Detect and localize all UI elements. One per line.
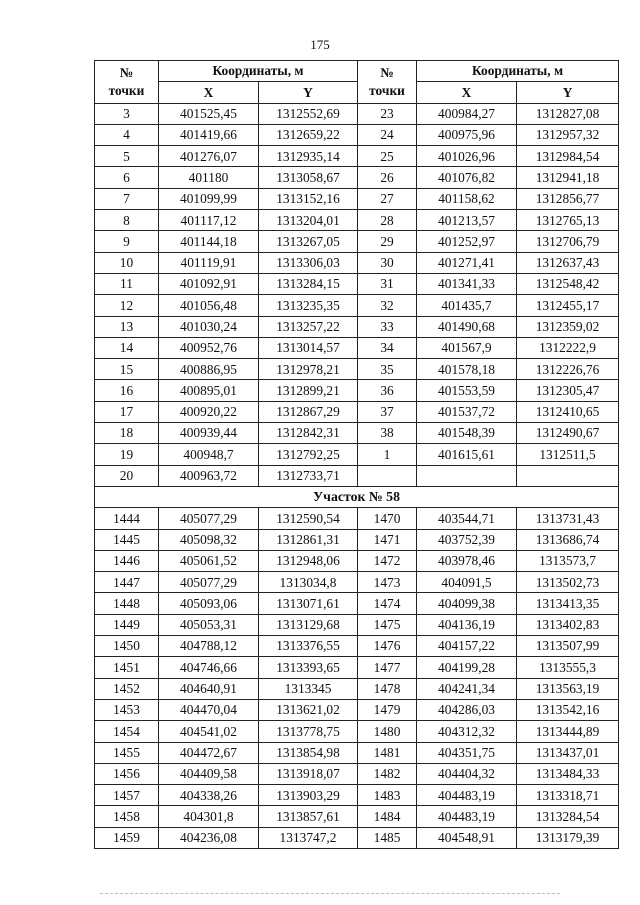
point-number-left-cell: 5 (95, 146, 159, 167)
table-row (95, 785, 619, 806)
y-right-cell: 1313542,16 (517, 699, 619, 720)
y-left-cell: 1313129,68 (259, 614, 358, 635)
x-right-cell: 404157,22 (417, 636, 517, 657)
x-right-cell: 401553,59 (417, 380, 517, 401)
y-left-cell: 1313376,55 (259, 636, 358, 657)
x-right-cell: 404099,38 (417, 593, 517, 614)
y-left-cell: 1312861,31 (259, 529, 358, 550)
x-left-cell: 400948,7 (159, 444, 259, 465)
coordinates-header-right: Координаты, м (417, 61, 619, 82)
table-row (95, 188, 619, 209)
y-right-cell: 1313179,39 (517, 827, 619, 848)
point-number-right-cell: 38 (358, 423, 417, 444)
x-right-cell: 401548,39 (417, 423, 517, 444)
page-bottom-rule (100, 893, 560, 894)
point-number-left-cell: 4 (95, 124, 159, 145)
x-left-cell: 401180 (159, 167, 259, 188)
table-row (95, 359, 619, 380)
point-number-left-cell: 9 (95, 231, 159, 252)
point-number-right-cell: 36 (358, 380, 417, 401)
x-left-cell: 404472,67 (159, 742, 259, 763)
y-right-cell: 1313507,99 (517, 636, 619, 657)
y-right-cell: 1313563,19 (517, 678, 619, 699)
x-left-cell: 401099,99 (159, 188, 259, 209)
point-number-right-cell: 34 (358, 337, 417, 358)
x-right-cell: 401490,68 (417, 316, 517, 337)
y-left-cell: 1312552,69 (259, 103, 358, 124)
table-row (95, 337, 619, 358)
x-left-cell: 404470,04 (159, 699, 259, 720)
point-number-left-cell: 1444 (95, 508, 159, 529)
point-number-right-cell: 29 (358, 231, 417, 252)
table-row (95, 614, 619, 635)
table-body-part2 (95, 508, 619, 849)
y-left-cell: 1313152,16 (259, 188, 358, 209)
point-number-right-cell: 1475 (358, 614, 417, 635)
y-left-cell: 1313306,03 (259, 252, 358, 273)
table-row (95, 721, 619, 742)
point-number-left-cell: 6 (95, 167, 159, 188)
y-right-cell: 1313484,33 (517, 763, 619, 784)
y-right-cell: 1313444,89 (517, 721, 619, 742)
y-left-cell: 1313204,01 (259, 210, 358, 231)
point-number-right-cell: 32 (358, 295, 417, 316)
y-left-cell: 1312899,21 (259, 380, 358, 401)
y-left-cell: 1312842,31 (259, 423, 358, 444)
y-right-cell: 1313413,35 (517, 593, 619, 614)
table-row (95, 316, 619, 337)
point-number-right-cell: 1477 (358, 657, 417, 678)
x-right-cell: 401567,9 (417, 337, 517, 358)
table-row (95, 103, 619, 124)
point-number-left-cell: 3 (95, 103, 159, 124)
table-row (95, 529, 619, 550)
table-row (95, 295, 619, 316)
y-right-cell: 1312511,5 (517, 444, 619, 465)
y-left-cell: 1312948,06 (259, 550, 358, 571)
x-right-cell: 401615,61 (417, 444, 517, 465)
y-right-cell: 1312941,18 (517, 167, 619, 188)
point-number-left-cell: 1457 (95, 785, 159, 806)
table-row (95, 636, 619, 657)
point-number-left-cell: 13 (95, 316, 159, 337)
y-left-cell: 1312867,29 (259, 401, 358, 422)
x-right-cell: 404312,32 (417, 721, 517, 742)
x-right-cell: 404483,19 (417, 785, 517, 806)
y-left-cell: 1313345 (259, 678, 358, 699)
x-left-cell: 401056,48 (159, 295, 259, 316)
point-number-right-cell: 25 (358, 146, 417, 167)
y-left-cell: 1313747,2 (259, 827, 358, 848)
x-left-cell: 400886,95 (159, 359, 259, 380)
y-right-cell: 1312548,42 (517, 273, 619, 294)
x-right-cell: 401076,82 (417, 167, 517, 188)
section-divider (95, 486, 619, 507)
point-number-left-cell: 18 (95, 423, 159, 444)
x-left-cell: 405061,52 (159, 550, 259, 571)
point-number-right-cell: 30 (358, 252, 417, 273)
section-title: Участок № 58 (95, 486, 619, 507)
point-number-right-cell: 37 (358, 401, 417, 422)
coordinates-table (94, 60, 619, 849)
point-number-right-cell: 1484 (358, 806, 417, 827)
table-row (95, 763, 619, 784)
point-number-left-cell: 1456 (95, 763, 159, 784)
table-row (95, 572, 619, 593)
y-right-cell: 1312410,65 (517, 401, 619, 422)
point-number-left-cell: 11 (95, 273, 159, 294)
y-left-cell: 1312978,21 (259, 359, 358, 380)
table-body-part1 (95, 103, 619, 486)
x-left-cell: 405098,32 (159, 529, 259, 550)
table-row (95, 678, 619, 699)
point-number-left-cell: 1452 (95, 678, 159, 699)
x-left-cell: 401525,45 (159, 103, 259, 124)
point-number-right-cell: 1470 (358, 508, 417, 529)
table-row (95, 167, 619, 188)
y-right-cell: 1313686,74 (517, 529, 619, 550)
x-right-cell: 404404,32 (417, 763, 517, 784)
page-number: 175 (310, 37, 330, 52)
point-number-header-right (358, 61, 417, 104)
x-left-cell: 401092,91 (159, 273, 259, 294)
table-row (95, 210, 619, 231)
point-number-right-cell: 1479 (358, 699, 417, 720)
point-number-left-cell: 20 (95, 465, 159, 486)
point-number-left-cell: 1455 (95, 742, 159, 763)
point-number-right-cell: 1485 (358, 827, 417, 848)
y-right-cell: 1312490,67 (517, 423, 619, 444)
y-right-cell: 1312765,13 (517, 210, 619, 231)
y-right-cell: 1312455,17 (517, 295, 619, 316)
table-row (95, 699, 619, 720)
y-right-cell: 1312706,79 (517, 231, 619, 252)
x-left-cell: 405077,29 (159, 508, 259, 529)
x-right-cell: 400975,96 (417, 124, 517, 145)
x-right-cell: 401271,41 (417, 252, 517, 273)
point-number-right-cell: 31 (358, 273, 417, 294)
point-number-left-cell: 16 (95, 380, 159, 401)
x-left-cell: 400895,01 (159, 380, 259, 401)
point-number-left-cell: 10 (95, 252, 159, 273)
y-right-cell: 1312226,76 (517, 359, 619, 380)
point-number-right-cell: 33 (358, 316, 417, 337)
y-left-cell: 1313854,98 (259, 742, 358, 763)
y-left-cell: 1312935,14 (259, 146, 358, 167)
x-left-cell: 401276,07 (159, 146, 259, 167)
y-right-cell: 1313731,43 (517, 508, 619, 529)
table-row (95, 401, 619, 422)
point-number-left-cell: 1449 (95, 614, 159, 635)
point-number-right-cell: 1474 (358, 593, 417, 614)
x-left-cell: 400920,22 (159, 401, 259, 422)
y-right-cell: 1312827,08 (517, 103, 619, 124)
point-number-word: точки (108, 82, 145, 98)
point-number-left-cell: 7 (95, 188, 159, 209)
y-right-cell: 1312222,9 (517, 337, 619, 358)
table-row (95, 465, 619, 486)
y-right-cell: 1313402,83 (517, 614, 619, 635)
x-left-cell: 404541,02 (159, 721, 259, 742)
table-row (95, 444, 619, 465)
y-right-cell (517, 465, 619, 486)
table-row (95, 146, 619, 167)
point-number-left-cell: 1458 (95, 806, 159, 827)
x-right-cell: 404286,03 (417, 699, 517, 720)
x-right-cell: 401252,97 (417, 231, 517, 252)
point-number-right-cell: 1481 (358, 742, 417, 763)
point-number-left-cell: 14 (95, 337, 159, 358)
y-right-cell: 1313555,3 (517, 657, 619, 678)
x-left-cell: 401119,91 (159, 252, 259, 273)
x-left-cell: 404640,91 (159, 678, 259, 699)
table-row (95, 806, 619, 827)
point-number-left-cell: 1453 (95, 699, 159, 720)
y-left-cell: 1313058,67 (259, 167, 358, 188)
x-left-cell: 404301,8 (159, 806, 259, 827)
y-left-cell: 1313267,05 (259, 231, 358, 252)
x-left-cell: 405093,06 (159, 593, 259, 614)
x-left-cell: 400939,44 (159, 423, 259, 444)
y-right-cell: 1312856,77 (517, 188, 619, 209)
point-number-right-cell: 1480 (358, 721, 417, 742)
y-left-cell: 1313014,57 (259, 337, 358, 358)
x-right-cell: 401213,57 (417, 210, 517, 231)
table-row (95, 231, 619, 252)
table-row (95, 273, 619, 294)
x-left-cell: 404236,08 (159, 827, 259, 848)
x-right-cell: 403544,71 (417, 508, 517, 529)
point-number-right-cell: 27 (358, 188, 417, 209)
x-left-cell: 401419,66 (159, 124, 259, 145)
y-left-cell: 1313918,07 (259, 763, 358, 784)
point-number-right-cell: 28 (358, 210, 417, 231)
x-right-cell: 401158,62 (417, 188, 517, 209)
x-right-cell: 403978,46 (417, 550, 517, 571)
table-row (95, 380, 619, 401)
y-left-cell: 1313778,75 (259, 721, 358, 742)
y-right-cell: 1313573,7 (517, 550, 619, 571)
y-left-cell: 1313034,8 (259, 572, 358, 593)
point-number-right-cell: 1472 (358, 550, 417, 571)
point-number-left-cell: 12 (95, 295, 159, 316)
y-left-cell: 1313393,65 (259, 657, 358, 678)
point-number-right-cell: 1471 (358, 529, 417, 550)
x-left-cell: 404338,26 (159, 785, 259, 806)
table-row (95, 657, 619, 678)
point-number-right-cell: 1478 (358, 678, 417, 699)
point-number-right-cell: 1483 (358, 785, 417, 806)
table-row (95, 423, 619, 444)
y-right-cell: 1312637,43 (517, 252, 619, 273)
x-right-cell: 404548,91 (417, 827, 517, 848)
x-right-cell (417, 465, 517, 486)
y-right-cell: 1312957,32 (517, 124, 619, 145)
point-number-right-cell: 24 (358, 124, 417, 145)
point-number-right-cell (358, 465, 417, 486)
x-right-cell: 401578,18 (417, 359, 517, 380)
y-left-cell: 1313284,15 (259, 273, 358, 294)
x-left-cell: 401117,12 (159, 210, 259, 231)
point-number-left-cell: 1446 (95, 550, 159, 571)
y-left-cell: 1312792,25 (259, 444, 358, 465)
x-right-cell: 404483,19 (417, 806, 517, 827)
x-right-cell: 404199,28 (417, 657, 517, 678)
y-left-cell: 1313235,35 (259, 295, 358, 316)
y-left-cell: 1312733,71 (259, 465, 358, 486)
point-number-left-cell: 1447 (95, 572, 159, 593)
y-header-right: Y (517, 82, 619, 103)
x-right-cell: 401026,96 (417, 146, 517, 167)
table-header (95, 61, 619, 104)
y-left-cell: 1312590,54 (259, 508, 358, 529)
table-row (95, 742, 619, 763)
y-left-cell: 1313071,61 (259, 593, 358, 614)
coordinates-header-left: Координаты, м (159, 61, 358, 82)
point-number-left-cell: 1454 (95, 721, 159, 742)
y-right-cell: 1313502,73 (517, 572, 619, 593)
y-header-left: Y (259, 82, 358, 103)
y-right-cell: 1313318,71 (517, 785, 619, 806)
y-right-cell: 1313437,01 (517, 742, 619, 763)
point-number-left-cell: 1445 (95, 529, 159, 550)
y-right-cell: 1312305,47 (517, 380, 619, 401)
x-left-cell: 401030,24 (159, 316, 259, 337)
table-row (95, 550, 619, 571)
x-right-cell: 401341,33 (417, 273, 517, 294)
x-left-cell: 400952,76 (159, 337, 259, 358)
x-right-cell: 404136,19 (417, 614, 517, 635)
x-right-cell: 404091,5 (417, 572, 517, 593)
point-number-left-cell: 1451 (95, 657, 159, 678)
point-number-left-cell: 1448 (95, 593, 159, 614)
y-left-cell: 1312659,22 (259, 124, 358, 145)
x-left-cell: 400963,72 (159, 465, 259, 486)
x-left-cell: 404409,58 (159, 763, 259, 784)
point-number-right-cell: 1482 (358, 763, 417, 784)
point-number-left-cell: 17 (95, 401, 159, 422)
y-right-cell: 1312359,02 (517, 316, 619, 337)
x-left-cell: 404746,66 (159, 657, 259, 678)
y-left-cell: 1313257,22 (259, 316, 358, 337)
x-left-cell: 401144,18 (159, 231, 259, 252)
x-left-cell: 405077,29 (159, 572, 259, 593)
point-number-left-cell: 19 (95, 444, 159, 465)
y-right-cell: 1313284,54 (517, 806, 619, 827)
point-number-symbol: № (119, 64, 134, 80)
y-right-cell: 1312984,54 (517, 146, 619, 167)
x-right-cell: 404241,34 (417, 678, 517, 699)
x-left-cell: 405053,31 (159, 614, 259, 635)
point-number-left-cell: 8 (95, 210, 159, 231)
x-left-cell: 404788,12 (159, 636, 259, 657)
table-row (95, 124, 619, 145)
table-row (95, 827, 619, 848)
table-row (95, 252, 619, 273)
x-right-cell: 404351,75 (417, 742, 517, 763)
point-number-right-cell: 23 (358, 103, 417, 124)
point-number-right-cell: 35 (358, 359, 417, 380)
x-right-cell: 401435,7 (417, 295, 517, 316)
point-number-left-cell: 1450 (95, 636, 159, 657)
table-row (95, 593, 619, 614)
point-number-header-left (95, 61, 159, 104)
y-left-cell: 1313857,61 (259, 806, 358, 827)
point-number-left-cell: 15 (95, 359, 159, 380)
point-number-right-cell: 1476 (358, 636, 417, 657)
table-row (95, 508, 619, 529)
point-number-right-cell: 1 (358, 444, 417, 465)
point-number-right-cell: 1473 (358, 572, 417, 593)
point-number-right-cell: 26 (358, 167, 417, 188)
x-header-left: X (159, 82, 259, 103)
x-right-cell: 401537,72 (417, 401, 517, 422)
x-right-cell: 403752,39 (417, 529, 517, 550)
x-right-cell: 400984,27 (417, 103, 517, 124)
point-number-word: точки (369, 82, 405, 98)
y-left-cell: 1313903,29 (259, 785, 358, 806)
point-number-left-cell: 1459 (95, 827, 159, 848)
point-number-symbol: № (380, 64, 394, 80)
x-header-right: X (417, 82, 517, 103)
y-left-cell: 1313621,02 (259, 699, 358, 720)
